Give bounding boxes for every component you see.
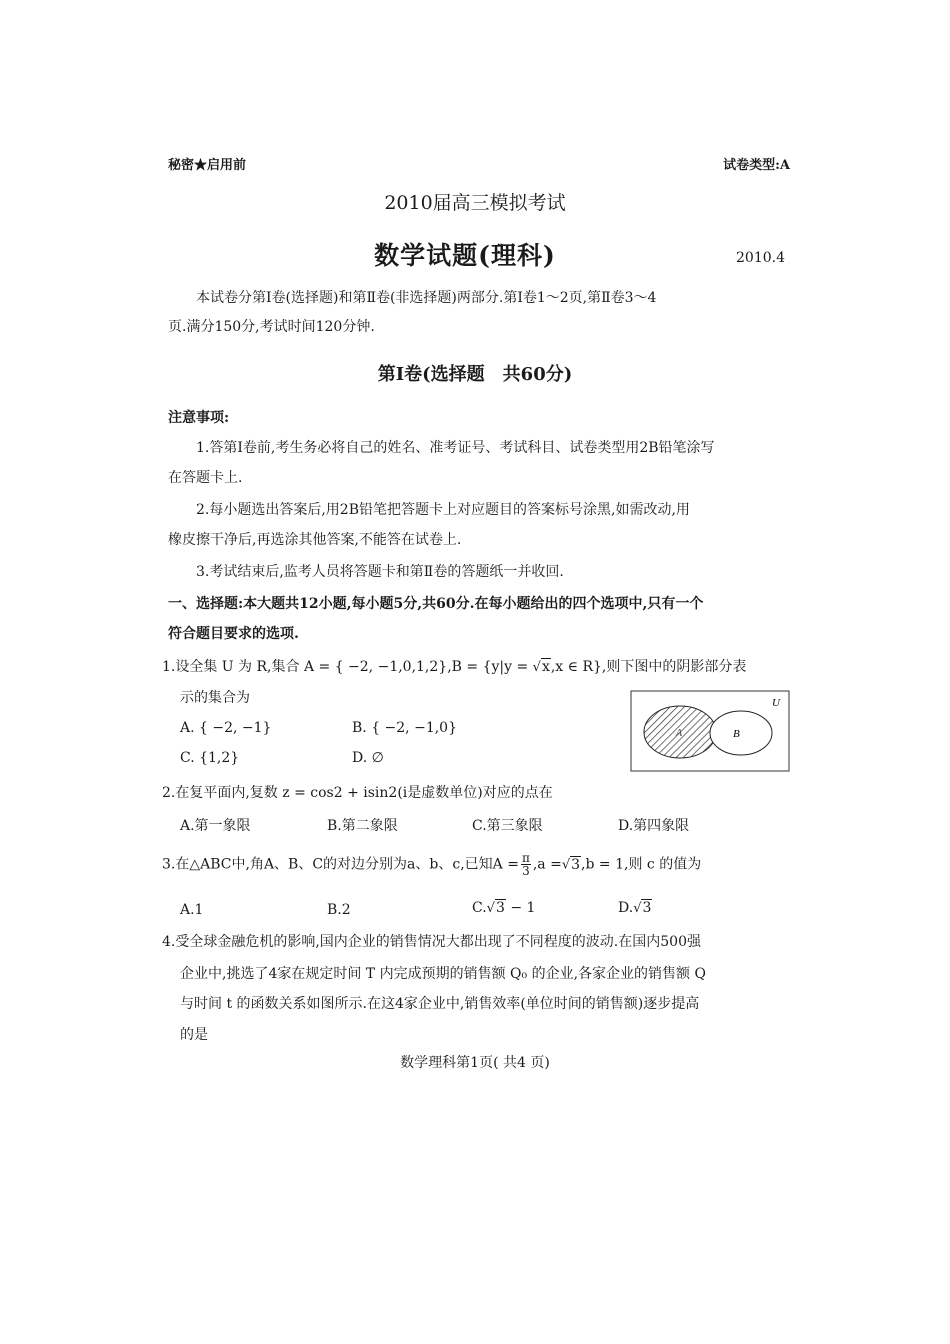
q3-stem-part-a: 3.在△ABC中,角A、B、C的对边分别为a、b、c,已知A =: [162, 856, 519, 873]
intro-line-2: 页.满分150分,考试时间120分钟.: [168, 319, 375, 335]
sqrt-sign: √: [633, 901, 642, 916]
q3-stem-part-c: ,b = 1,则 c 的值为: [581, 856, 702, 873]
q1-option-a: A. { −2, −1}: [180, 720, 272, 736]
q2-option-d: D.第四象限: [618, 818, 690, 834]
q3-option-d-sqrt-arg: 3: [642, 900, 652, 916]
q3-option-c-rest: − 1: [505, 900, 536, 916]
q4-line-4: 的是: [180, 1027, 208, 1043]
notes-heading: 注意事项:: [168, 410, 230, 426]
q1-stem-part-b: ,x ∈ R},则下图中的阴影部分表: [550, 659, 747, 675]
sqrt-sign: √: [532, 660, 541, 675]
q3-fraction-numerator: π: [521, 851, 530, 865]
q1-option-c: C. {1,2}: [180, 750, 240, 766]
q3-fraction: [521, 852, 531, 877]
note-3: 3.考试结束后,监考人员将答题卡和第Ⅱ卷的答题纸一并收回.: [196, 564, 564, 580]
q3-option-b: B.2: [327, 902, 351, 918]
set-b-ellipse: [710, 711, 772, 755]
q1-stem-line-2: 示的集合为: [180, 690, 250, 706]
q1-stem-part-a: 1.设全集 U 为 R,集合 A = { −2, −1,0,1,2},B = {y|y =: [162, 659, 533, 675]
q3-option-d: [618, 900, 652, 916]
q4-line-1: 4.受全球金融危机的影响,国内企业的销售情况大都出现了不同程度的波动.在国内500强: [162, 934, 701, 950]
venn-b-label: B: [733, 728, 740, 740]
q2-option-c: C.第三象限: [472, 818, 543, 834]
part-1-line-1: 一、选择题:本大题共12小题,每小题5分,共60分.在每小题给出的四个选项中,只有一个: [168, 596, 704, 612]
q1-stem-line-1: [162, 657, 746, 678]
intro-line-1: 本试卷分第Ⅰ卷(选择题)和第Ⅱ卷(非选择题)两部分.第Ⅰ卷1～2页,第Ⅱ卷3～4: [196, 290, 657, 306]
paper-type-label: 试卷类型:A: [723, 158, 790, 173]
secret-label: 秘密★启用前: [168, 158, 247, 173]
venn-diagram: [630, 690, 790, 772]
q3-option-c: [472, 900, 535, 916]
exam-title: 2010届高三模拟考试: [384, 192, 566, 214]
note-2-line-1: 2.每小题选出答案后,用2B铅笔把答题卡上对应题目的答案标号涂黑,如需改动,用: [196, 502, 690, 518]
venn-a-label: A: [676, 728, 683, 739]
q3-stem-part-b: ,a =: [532, 856, 562, 873]
sqrt-sign: √: [561, 857, 571, 873]
q2-option-a: A.第一象限: [180, 818, 251, 834]
note-1-line-2: 在答题卡上.: [168, 470, 243, 486]
q3-fraction-denominator: 3: [522, 864, 530, 878]
q3-stem: [162, 852, 701, 877]
subject-title: 数学试题(理科): [374, 241, 556, 270]
q4-line-2: 企业中,挑选了4家在规定时间 T 内完成预期的销售额 Q₀ 的企业,各家企业的销售额 Q: [180, 966, 706, 982]
q1-option-b: B. { −2, −1,0}: [352, 720, 457, 736]
part-1-line-2: 符合题目要求的选项.: [168, 626, 299, 642]
q1-sqrt-arg: x: [541, 659, 550, 675]
q2-option-b: B.第二象限: [327, 818, 398, 834]
page-footer: 数学理科第1页( 共4 页): [400, 1055, 550, 1071]
venn-u-label: U: [772, 697, 780, 709]
q3-option-c-sqrt-arg: 3: [495, 900, 505, 916]
note-2-line-2: 橡皮擦干净后,再选涂其他答案,不能答在试卷上.: [168, 532, 462, 548]
q4-line-3: 与时间 t 的函数关系如图所示.在这4家企业中,销售效率(单位时间的销售额)逐步提高: [180, 996, 700, 1012]
q2-stem: 2.在复平面内,复数 z = cos2 + isin2(i是虚数单位)对应的点在: [162, 785, 553, 801]
q3-option-a: A.1: [180, 902, 204, 918]
q3-sqrt-arg: 3: [571, 856, 581, 873]
note-1-line-1: 1.答第Ⅰ卷前,考生务必将自己的姓名、准考证号、考试科目、试卷类型用2B铅笔涂写: [196, 440, 715, 456]
section-1-title: 第Ⅰ卷(选择题 共60分): [377, 364, 573, 385]
q1-option-d: D. ∅: [352, 750, 384, 766]
exam-date: 2010.4: [736, 250, 785, 266]
sqrt-sign: √: [486, 901, 495, 916]
q3-option-c-letter: C.: [472, 900, 487, 916]
q3-option-d-letter: D.: [618, 900, 634, 916]
